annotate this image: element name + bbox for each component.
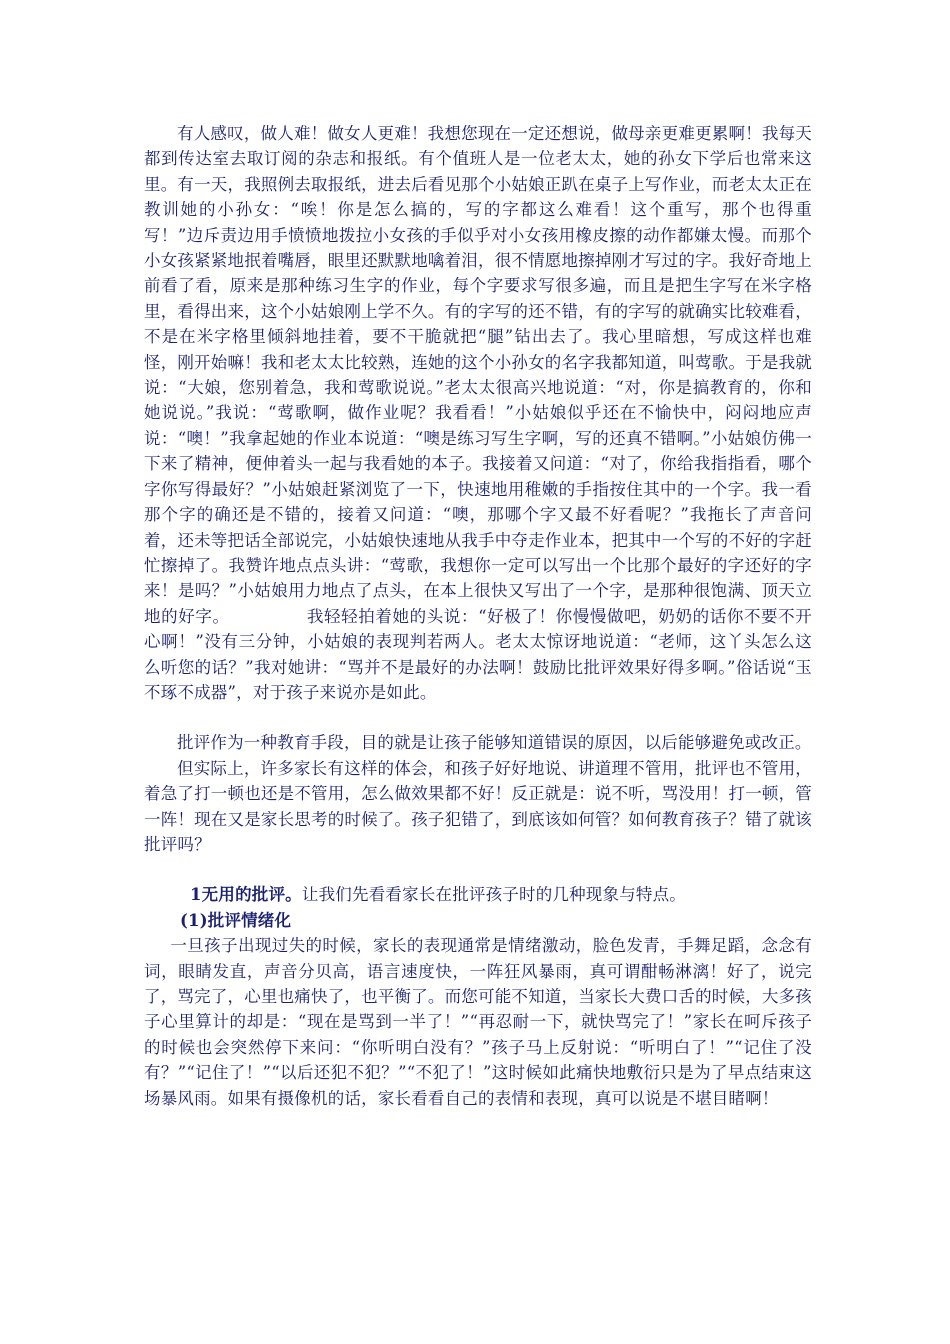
section-heading-useless-criticism — [144, 882, 812, 907]
section-heading-text: 让我们先看看家长在批评孩子时的几种现象与特点。 — [301, 885, 686, 905]
paragraph-emotional-criticism: 一旦孩子出现过失的时候，家长的表现通常是情绪激动，脸色发青，手舞足蹈，念念有词，眼睛发直，声音分贝高，语言速度快，一阵狂风暴雨，真可谓酣畅淋漓！好了，说完了，骂完了，心里也痛快了，也平衡了。而您可能不知道，当家长大费口舌的时候，大多孩子心里算计的却是：“现在是骂到一半了！”“再忍耐一下，就快骂完了！”家长在呵斥孩子的时候也会突然停下来问：“你听明白没有？”孩子马上反射说：“听明白了！”“记住了没有？”“记住了！”“以后还犯不犯？”“不犯了！”这时候如此痛快地敷衍只是为了早点结束这场暴风雨。如果有摄像机的话，家长看看自己的表情和表现，真可以说是不堪目睹啊！ — [144, 936, 812, 1108]
subsection-heading-emotional: (1)批评情绪化 — [180, 910, 292, 930]
paragraph-criticism-purpose: 批评作为一种教育手段，目的就是让孩子能够知道错误的原因，以后能够避免或改正。 — [177, 733, 812, 753]
document-page — [144, 121, 812, 1111]
section-heading-title: 1无用的批评。 — [190, 885, 302, 905]
paragraph-gap — [144, 705, 812, 730]
paragraph-story: 有人感叹，做人难！做女人更难！我想您现在一定还想说，做母亲更难更累啊！我每天都到传达室去取订阅的杂志和报纸。有个值班人是一位老太太，她的孙女下学后也常来这里。有一天，我照例去取报纸，进去后看见那个小姑娘正趴在桌子上写作业，而老太太正在教训她的小孙女：“唉！你是怎么搞的，写的字都这么难看！这个重写，那个也得重写！”边斥责边用手愤愤地拨拉小女孩的手似乎对小女孩用橡皮擦的动作都嫌太慢。而那个小女孩紧紧地抿着嘴唇，眼里还默默地噙着泪，很不情愿地擦掉刚才写过的字。我好奇地上前看了看，原来是那种练习生字的作业，每个字要求写很多遍，而且是把生字写在米字格里，看得出来，这个小姑娘刚上学不久。有的字写的还不错，有的字写的就确实比较难看，不是在米字格里倾斜地挂着，要不干脆就把“腿”钻出去了。我心里暗想，写成这样也难怪，刚开始嘛！我和老太太比较熟，连她的这个小孙女的名字我都知道，叫莺歌。于是我就说：“大娘，您别着急，我和莺歌说说。”老太太很高兴地说道：“对，你是搞教育的，你和她说说。”我说：“莺歌啊，做作业呢？我看看！”小姑娘似乎还在不愉快中，闷闷地应声说：“噢！”我拿起她的作业本说道：“噢是练习写生字啊，写的还真不错啊。”小姑娘仿佛一下来了精神，便伸着头一起与我看她的本子。我接着又问道：“对了，你给我指指看，哪个字你写得最好？”小姑娘赶紧浏览了一下，快速地用稚嫩的手指按住其中的一个字。我一看那个字的确还是不错的，接着又问道：“噢，那哪个字又最不好看呢？”我拖长了声音问着，还未等把话全部说完，小姑娘快速地从我手中夺走作业本，把其中一个写的不好的字赶忙擦掉了。我赞许地点点头讲：“莺歌，我想你一定可以写出一个比那个最好的字还好的字来！是吗？”小姑娘用力地点了点头，在本上很快又写出了一个字，是那种很饱满、顶天立地的好字。 我轻轻拍着她的头说：“好极了！你慢慢做吧，奶奶的话你不要不开心啊！”没有三分钟，小姑娘的表现判若两人。老太太惊讶地说道：“老师，这丫头怎么这么听您的话？”我对她讲：“骂并不是最好的办法啊！鼓励比批评效果好得多啊。”俗话说“玉不琢不成器”，对于孩子来说亦是如此。 — [144, 124, 812, 702]
paragraph-parent-experience: 但实际上，许多家长有这样的体会，和孩子好好地说、讲道理不管用，批评也不管用，着急了打一顿也还是不管用，怎么做效果都不好！反正就是：说不听，骂没用！打一顿，管一阵！现在又是家长思考的时候了。孩子犯错了，到底该如何管？如何教育孩子？错了就该批评吗？ — [144, 758, 812, 854]
paragraph-gap — [144, 857, 812, 882]
